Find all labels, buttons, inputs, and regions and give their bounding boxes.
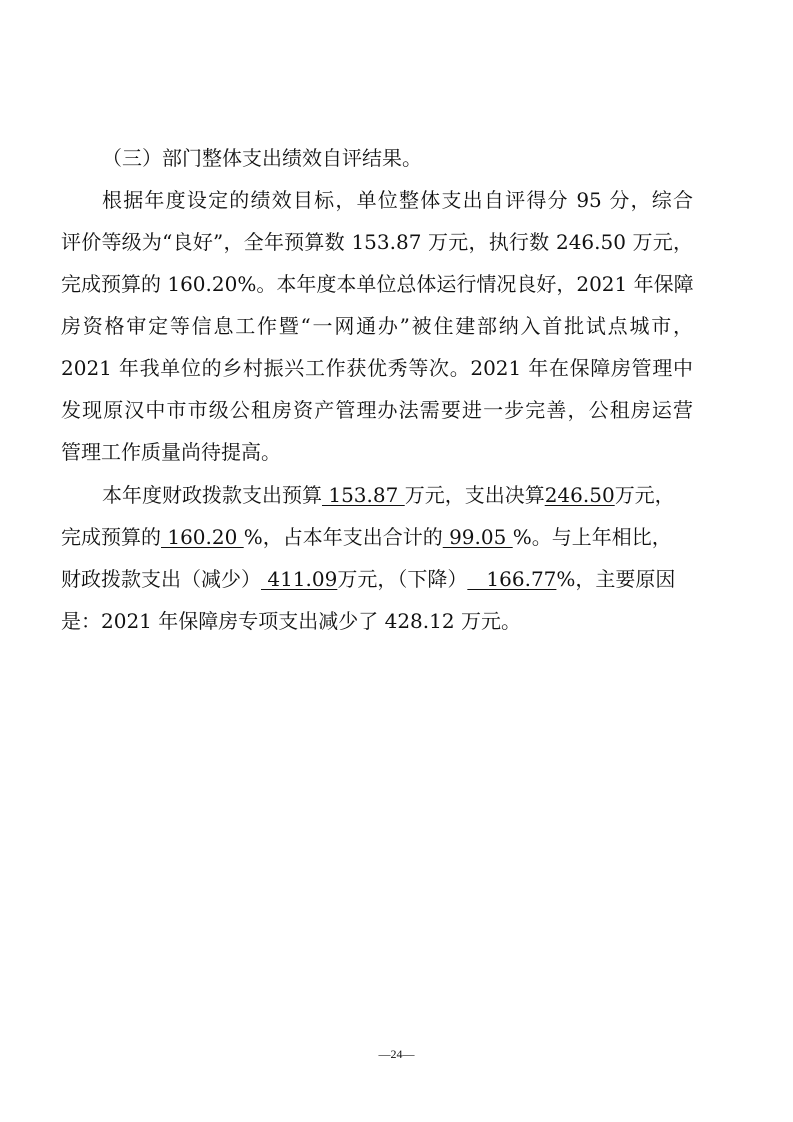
paragraph-2-line-4: 是：2021 年保障房专项支出减少了 428.12 万元。 <box>61 609 521 633</box>
decrease-amount-value: 411.09 <box>261 567 338 591</box>
share-of-total-value: 99.05 <box>442 525 513 549</box>
text-segment: 万元， <box>614 483 675 507</box>
paragraph-1-line-7: 管理工作质量尚待提高。 <box>61 440 281 464</box>
text-segment: 万元，（下降） <box>337 567 468 591</box>
text-segment: %。与上年相比， <box>512 525 672 549</box>
decrease-percent-value: 166.77 <box>467 567 557 591</box>
text-segment: 万元，支出决算 <box>404 483 545 507</box>
final-accounts-value: 246.50 <box>544 483 615 507</box>
text-segment: %，主要原因 <box>556 567 676 591</box>
paragraph-1-line-3: 完成预算的 160.20%。本年度本单位总体运行情况良好，2021 年保障 <box>61 272 694 296</box>
paragraph-1-line-4: 房资格审定等信息工作暨“一网通办”被住建部纳入首批试点城市， <box>61 314 693 338</box>
paragraph-2-line-2 <box>61 525 672 549</box>
text-segment: 财政拨款支出（减少） <box>61 567 261 591</box>
paragraph-1-line-1: 根据年度设定的绩效目标，单位整体支出自评得分 95 分，综合 <box>102 188 693 212</box>
page-number: —24— <box>378 1047 415 1061</box>
paragraph-1-line-6: 发现原汉中市市级公租房资产管理办法需要进一步完善，公租房运营 <box>61 398 693 422</box>
paragraph-2-line-1 <box>102 483 675 507</box>
budget-value: 153.87 <box>322 483 405 507</box>
paragraph-2-line-3 <box>61 567 675 591</box>
text-segment: %，占本年支出合计的 <box>243 525 443 549</box>
paragraph-1-line-2: 评价等级为“良好”，全年预算数 153.87 万元，执行数 246.50 万元， <box>61 230 693 254</box>
section-heading: （三）部门整体支出绩效自评结果。 <box>102 146 422 170</box>
completion-rate-value: 160.20 <box>161 525 244 549</box>
text-segment: 本年度财政拨款支出预算 <box>102 483 322 507</box>
text-segment: 完成预算的 <box>61 525 161 549</box>
paragraph-1-line-5: 2021 年我单位的乡村振兴工作获优秀等次。2021 年在保障房管理中 <box>61 356 693 380</box>
